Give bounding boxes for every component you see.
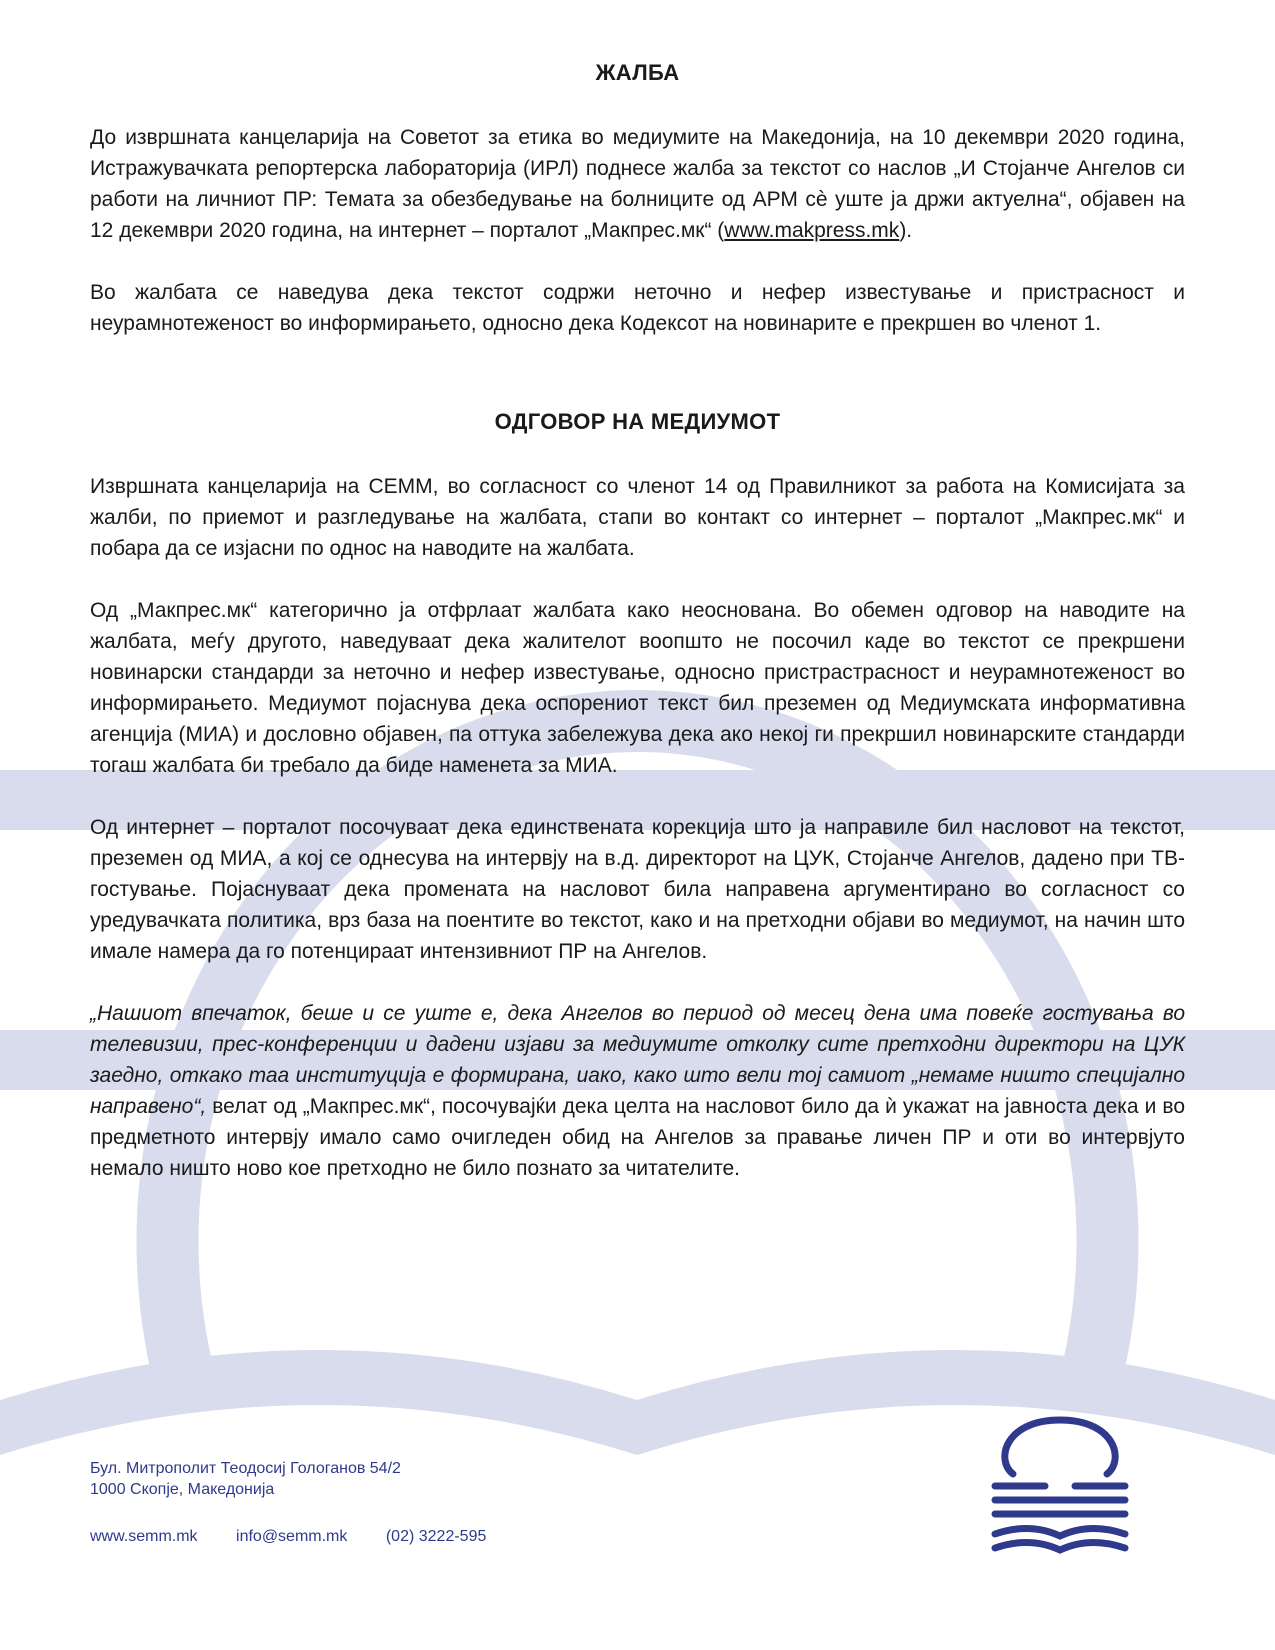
email-link[interactable]: info@semm.mk xyxy=(236,1528,348,1545)
response-paragraph-3: Од интернет – порталот посочуваат дека единствената корекција што ја направиле бил насловот на текстот, преземен од МИА, а кој се однесува на интервју на в.д. директорот на ЦУК, Стојанче Ангелов, дадено при ТВ- гостување. Појаснуваат дека промената на насловот била направена аргументирано во согласност со уредувачката политика, врз база на поентите во текстот, како и на претходни објави во медиумот, на начин што имале намера да го потенцираат интензивниот ПР на Ангелов. xyxy=(90,816,1185,963)
complaint-paragraph-1-text: До извршната канцеларија на Советот за етика во медиумите на Македонија, на 10 декември 2020 година, Истражувачката репортерска лабораторија (ИРЛ) поднесе жалба за текстот со наслов „И Стојанче Ангелов си работи на личниот ПР: Темата за обезбедување на болниците од АРМ сè уште ја држи актуелна“, објавен на 12 декември 2020 година, на интернет – порталот „Макпрес.мк“ ( xyxy=(90,126,1185,242)
complaint-paragraph-1-end: ). xyxy=(899,219,913,242)
response-paragraph-4 xyxy=(90,998,1185,1184)
makpress-link[interactable]: www.makpress.mk xyxy=(724,219,900,242)
address-line-1: Бул. Митрополит Теодосиј Гологанов 54/2 xyxy=(90,1460,401,1477)
footer xyxy=(90,1458,520,1547)
complaint-heading: ЖАЛБА xyxy=(595,60,680,85)
response-paragraph-1: Извршната канцеларија на СЕММ, во согласност со членот 14 од Правилникот за работа на Комисијата за жалби, по приемот и разгледување на жалбата, стапи во контакт со интернет – порталот „Макпрес.мк“ и побара да се изјасни по однос на наводите на жалбата. xyxy=(90,475,1185,560)
response-paragraph-4-rest: велат од „Макпрес.мк“, посочувајќи дека целта на насловот било да ѝ укажат на јавноста дека и во предметното интервју имало само очигледен обид на Ангелов за правање личен ПР и оти во интервјуто немало ништо ново кое претходно не било познато за читателите. xyxy=(90,1095,1185,1180)
complaint-paragraph-1 xyxy=(90,122,1185,246)
media-quote: „Нашиот впечаток, беше и се уште е, дека Ангелов во период од месец дена има повеќе гостувања во телевизии, прес-конференции и дадени изјави за медиумите отколку сите претходни директори на ЦУК заедно, откако таа институција е формирана, иако, како што вели тој самиот „немаме ништо специјално направено“, xyxy=(90,1002,1185,1118)
response-paragraph-2: Од „Макпрес.мк“ категорично ја отфрлаат жалбата како неоснована. Во обемен одговор на наводите на жалбата, меѓу другото, наведуваат дека жалителот воопшто не посочил каде во текстот се прекршени новинарски стандарди за неточно и нефер известување, односно пристрастрасност и неурамнотеженост во информирањето. Медиумот појаснува дека оспорениот текст бил преземен од Медиумската информативна агенција (МИА) и дословно објавен, па оттука забележува дека ако некој ги прекршил новинарските стандарди тогаш жалбата би требало да биде наменета за МИА. xyxy=(90,599,1185,777)
contact-row xyxy=(90,1526,520,1547)
document-body xyxy=(90,60,1185,1215)
website-link[interactable]: www.semm.mk xyxy=(90,1528,198,1545)
complaint-paragraph-2: Во жалбата се наведува дека текстот содржи неточно и нефер известување и пристрасност и неурамнотеженост во информирањето, односно дека Кодексот на новинарите е прекршен во членот 1. xyxy=(90,281,1185,335)
phone-number: (02) 3222-595 xyxy=(385,1528,487,1545)
address-line-2: 1000 Скопје, Македонија xyxy=(90,1481,275,1498)
scales-book-logo-icon xyxy=(985,1410,1135,1560)
response-heading: ОДГОВОР НА МЕДИУМОТ xyxy=(494,409,781,434)
